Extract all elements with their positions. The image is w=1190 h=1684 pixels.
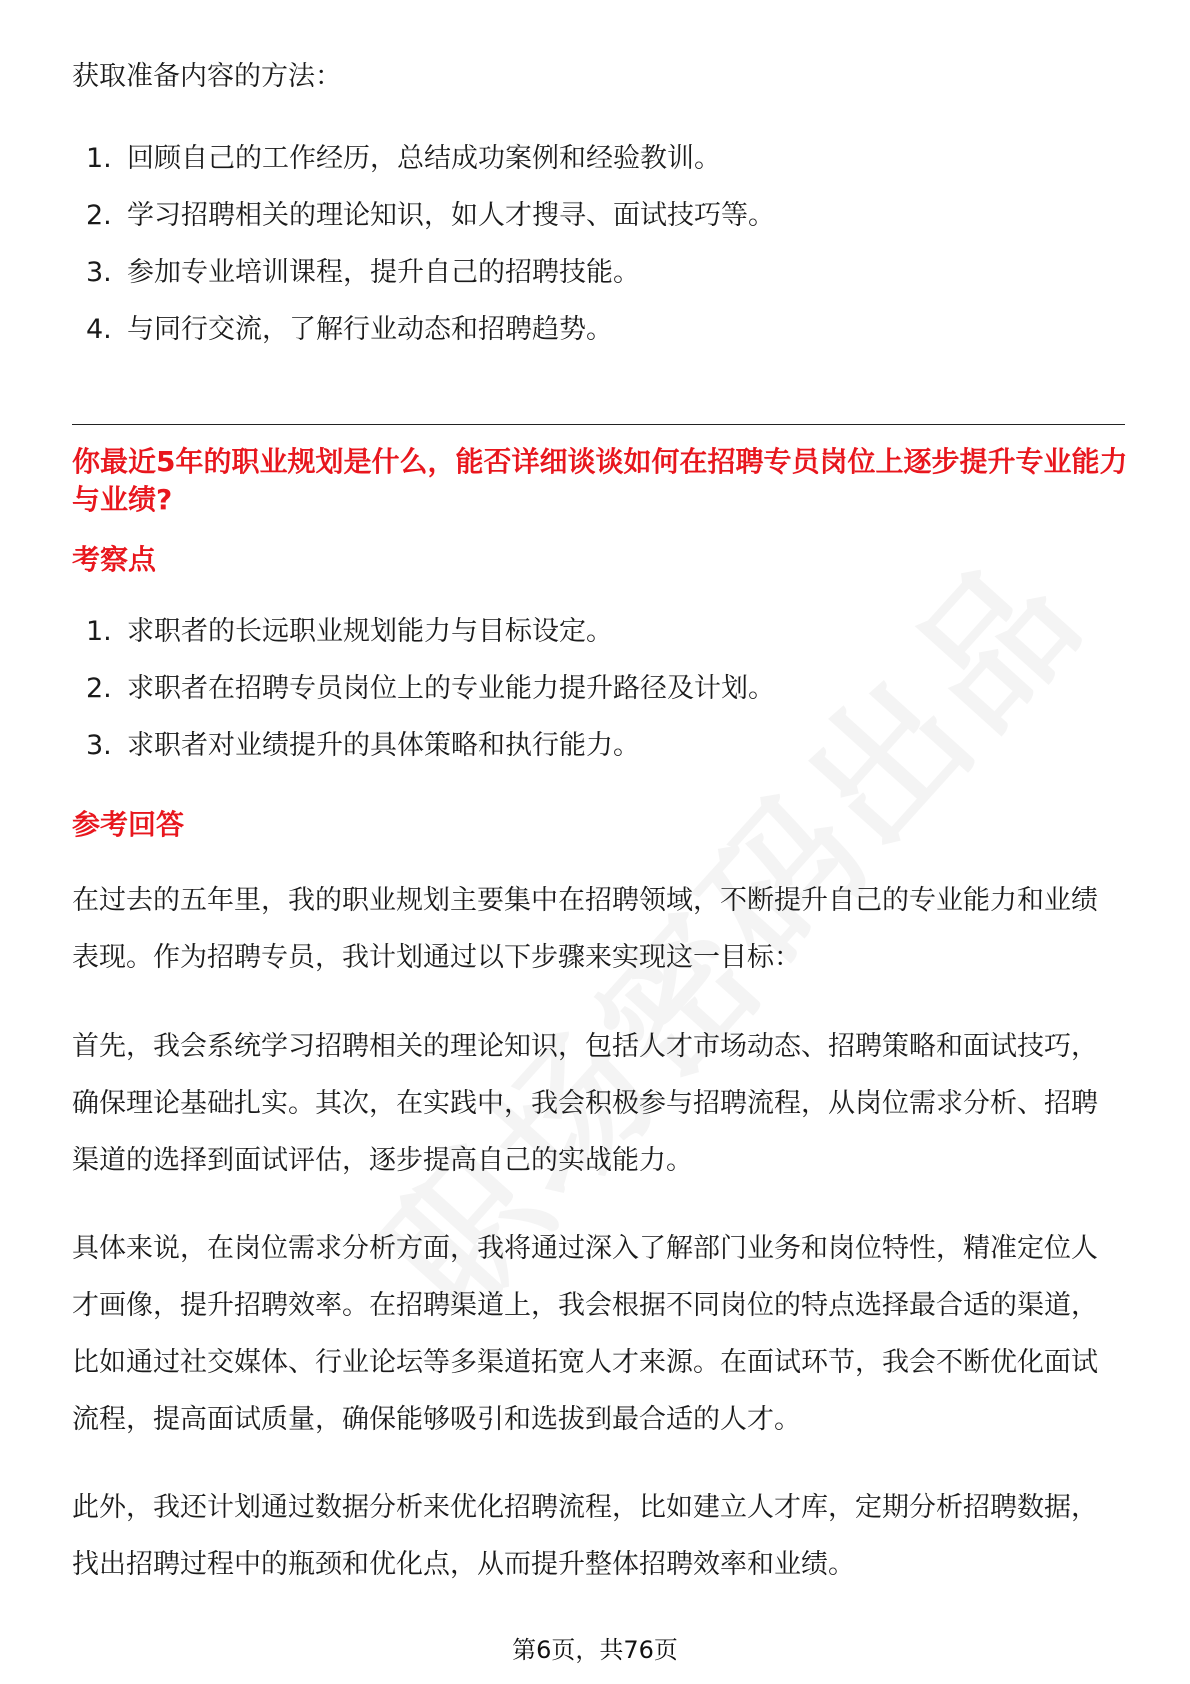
methods-intro: 获取准备内容的方法：	[72, 61, 342, 92]
divider	[72, 424, 1125, 425]
answer-paragraph: 具体来说，在岗位需求分析方面，我将通过深入了解部门业务和岗位特性，精准定位人才画像，提升招聘效率。在招聘渠道上，我会根据不同岗位的特点选择最合适的渠道，比如通过社交媒体、行业论坛等多渠道拓宽人才来源。在面试环节，我会不断优化面试流程，提高面试质量，确保能够吸引和选拔到最合适的人才。	[72, 1233, 1098, 1435]
answer-paragraph: 在过去的五年里，我的职业规划主要集中在招聘领域，不断提升自己的专业能力和业绩表现。作为招聘专员，我计划通过以下步骤来实现这一目标：	[72, 885, 1098, 973]
list-item: 3. 求职者对业绩提升的具体策略和执行能力。	[86, 730, 640, 761]
answer-paragraph: 此外，我还计划通过数据分析来优化招聘流程，比如建立人才库，定期分析招聘数据，找出招聘过程中的瓶颈和优化点，从而提升整体招聘效率和业绩。	[72, 1492, 1098, 1580]
list-item: 2. 学习招聘相关的理论知识，如人才搜寻、面试技巧等。	[86, 200, 775, 231]
list-item: 3. 参加专业培训课程，提升自己的招聘技能。	[86, 257, 640, 288]
methods-list	[72, 130, 1122, 358]
page-number: 第6页，共76页	[512, 1636, 678, 1664]
answer-paragraph: 首先，我会系统学习招聘相关的理论知识，包括人才市场动态、招聘策略和面试技巧，确保理论基础扎实。其次，在实践中，我会积极参与招聘流程，从岗位需求分析、招聘渠道的选择到面试评估，逐步提高自己的实战能力。	[72, 1031, 1098, 1176]
list-item: 1. 回顾自己的工作经历，总结成功案例和经验教训。	[86, 143, 721, 174]
answer-heading: 参考回答	[72, 808, 185, 841]
examine-list	[72, 603, 1122, 774]
list-item: 2. 求职者在招聘专员岗位上的专业能力提升路径及计划。	[86, 673, 775, 704]
interview-question: 你最近5年的职业规划是什么，能否详细谈谈如何在招聘专员岗位上逐步提升专业能力与业绩?	[72, 445, 1128, 516]
examine-heading: 考察点	[72, 543, 157, 576]
list-item: 1. 求职者的长远职业规划能力与目标设定。	[86, 616, 613, 647]
list-item: 4. 与同行交流，了解行业动态和招聘趋势。	[86, 314, 613, 345]
